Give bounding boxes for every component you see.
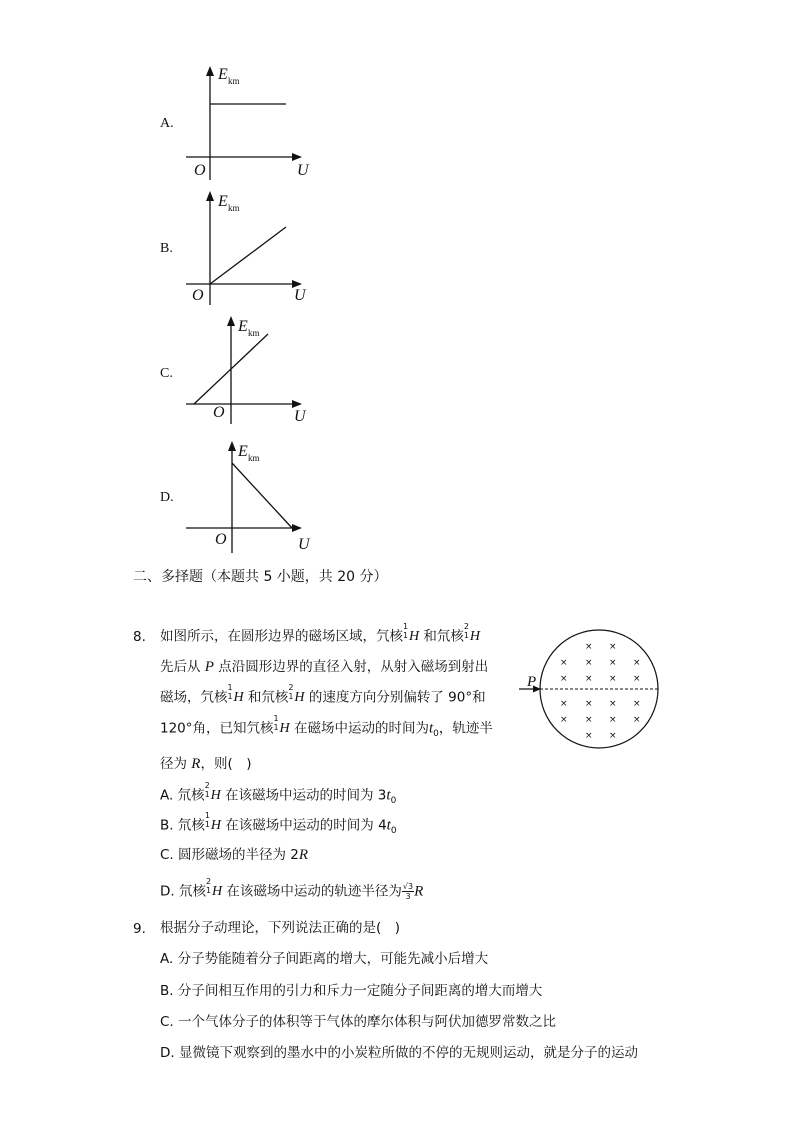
y-axis-arrow (228, 441, 236, 451)
q8-number: 8. (133, 629, 146, 645)
section-title: 二、多择题（本题共 5 小题，共 20 分） (133, 569, 388, 585)
q8-line-3: 磁场，氕核 1 1 H 和氘核 2 1 H 的速度方向分别偏转了 90°和 (160, 682, 520, 713)
nuclide-h2: 2 1 H (288, 683, 305, 705)
q9-number: 9. (133, 921, 146, 937)
x-axis-arrow (292, 400, 302, 408)
origin-label: O (215, 531, 227, 548)
q8-option-c[interactable]: C. 圆形磁场的半径为 2R (160, 847, 309, 863)
point-p-label: P (527, 674, 537, 690)
nuclide-h1: 1 1 H (204, 811, 221, 833)
x-label: U (294, 287, 306, 304)
x-axis-arrow (292, 153, 302, 161)
q9-option-d[interactable]: D. 显微镜下观察到的墨水中的小炭粒所做的不停的无规则运动，就是分子的运动 (160, 1045, 638, 1061)
svg-text:×: × (560, 674, 568, 684)
svg-text:×: × (609, 674, 617, 684)
svg-text:×: × (585, 731, 593, 741)
svg-text:×: × (560, 699, 568, 709)
q8-figure (515, 628, 665, 750)
x-label: U (298, 536, 310, 553)
svg-text:×: × (633, 699, 641, 709)
y-axis-arrow (206, 66, 214, 76)
graph-line (232, 463, 292, 528)
origin-label: O (213, 404, 225, 421)
y-label: E (238, 318, 248, 335)
q9-option-c[interactable]: C. 一个气体分子的体积等于气体的摩尔体积与阿伏加德罗常数之比 (160, 1014, 557, 1030)
q9-stem: 根据分子动理论，下列说法正确的是( ) (160, 920, 401, 936)
svg-text:×: × (633, 658, 641, 668)
option-a-letter: A. (160, 116, 174, 131)
y-sub: km (228, 76, 240, 86)
q8-stem (160, 621, 520, 779)
svg-text:×: × (560, 715, 568, 725)
y-label: E (238, 443, 248, 460)
q9-option-a[interactable]: A. 分子势能随着分子间距离的增大，可能先减小后增大 (160, 951, 489, 967)
x-label: U (297, 162, 309, 179)
x-axis-arrow (292, 524, 302, 532)
fraction: $\frac{√3}{3}$ (402, 882, 414, 901)
q8-line-2: 先后从 P 点沿圆形边界的直径入射，从射入磁场到射出 (160, 659, 489, 675)
y-sub: km (248, 453, 260, 463)
field-crosses (560, 642, 641, 741)
nuclide-h2: 2 1 H (204, 781, 221, 803)
q8-line-5: 径为 R，则( ) (160, 756, 252, 773)
option-d-letter: D. (160, 490, 174, 505)
origin-label: O (192, 287, 204, 304)
svg-text:×: × (585, 699, 593, 709)
option-b-letter: B. (160, 241, 173, 256)
svg-text:×: × (585, 715, 593, 725)
y-sub: km (228, 203, 240, 213)
graph-a (180, 62, 320, 187)
q8-line-4: 120°角，已知氕核 1 1 H 在磁场中运动的时间为$t_0$，轨迹半 (160, 713, 520, 749)
option-c-letter: C. (160, 366, 173, 381)
y-label: E (218, 66, 228, 83)
graph-b (180, 187, 320, 312)
svg-text:×: × (633, 715, 641, 725)
y-label: E (218, 193, 228, 210)
svg-text:×: × (633, 674, 641, 684)
nuclide-h1: 1 1 H (273, 714, 290, 736)
q8-line-1: 如图所示，在圆形边界的磁场区域，氕核 1 1 H 和氘核 2 1 H (160, 621, 520, 652)
y-axis-arrow (206, 191, 214, 201)
origin-label: O (194, 162, 206, 179)
svg-text:×: × (609, 699, 617, 709)
q8-option-d[interactable]: D. 氘核 2 1 H 在该磁场中运动的轨迹半径为 $\frac{√3}{3}$ R (160, 876, 423, 907)
svg-text:×: × (585, 674, 593, 684)
x-label: U (294, 408, 306, 425)
svg-text:×: × (609, 715, 617, 725)
svg-text:×: × (585, 642, 593, 652)
nuclide-h1: 1 1 H (227, 683, 244, 705)
nuclide-h2: 2 1 H (463, 622, 481, 644)
svg-text:×: × (585, 658, 593, 668)
svg-text:×: × (609, 642, 617, 652)
svg-text:×: × (560, 658, 568, 668)
nuclide-h1: 1 1 H (403, 622, 420, 644)
q9-option-b[interactable]: B. 分子间相互作用的引力和斥力一定随分子间距离的增大而增大 (160, 983, 543, 999)
y-axis-arrow (227, 316, 235, 326)
q8-option-b[interactable]: B. 氘核 1 1 H 在该磁场中运动的时间为 $4t_0$ (160, 810, 397, 846)
svg-text:×: × (609, 731, 617, 741)
q8-option-a[interactable]: A. 氘核 2 1 H 在该磁场中运动的时间为 $3t_0$ (160, 780, 396, 816)
graph-line (210, 227, 286, 284)
nuclide-h2: 2 1 H (205, 877, 223, 899)
svg-text:×: × (609, 658, 617, 668)
graph-d (180, 437, 320, 562)
graph-c (180, 312, 320, 437)
y-sub: km (248, 328, 260, 338)
